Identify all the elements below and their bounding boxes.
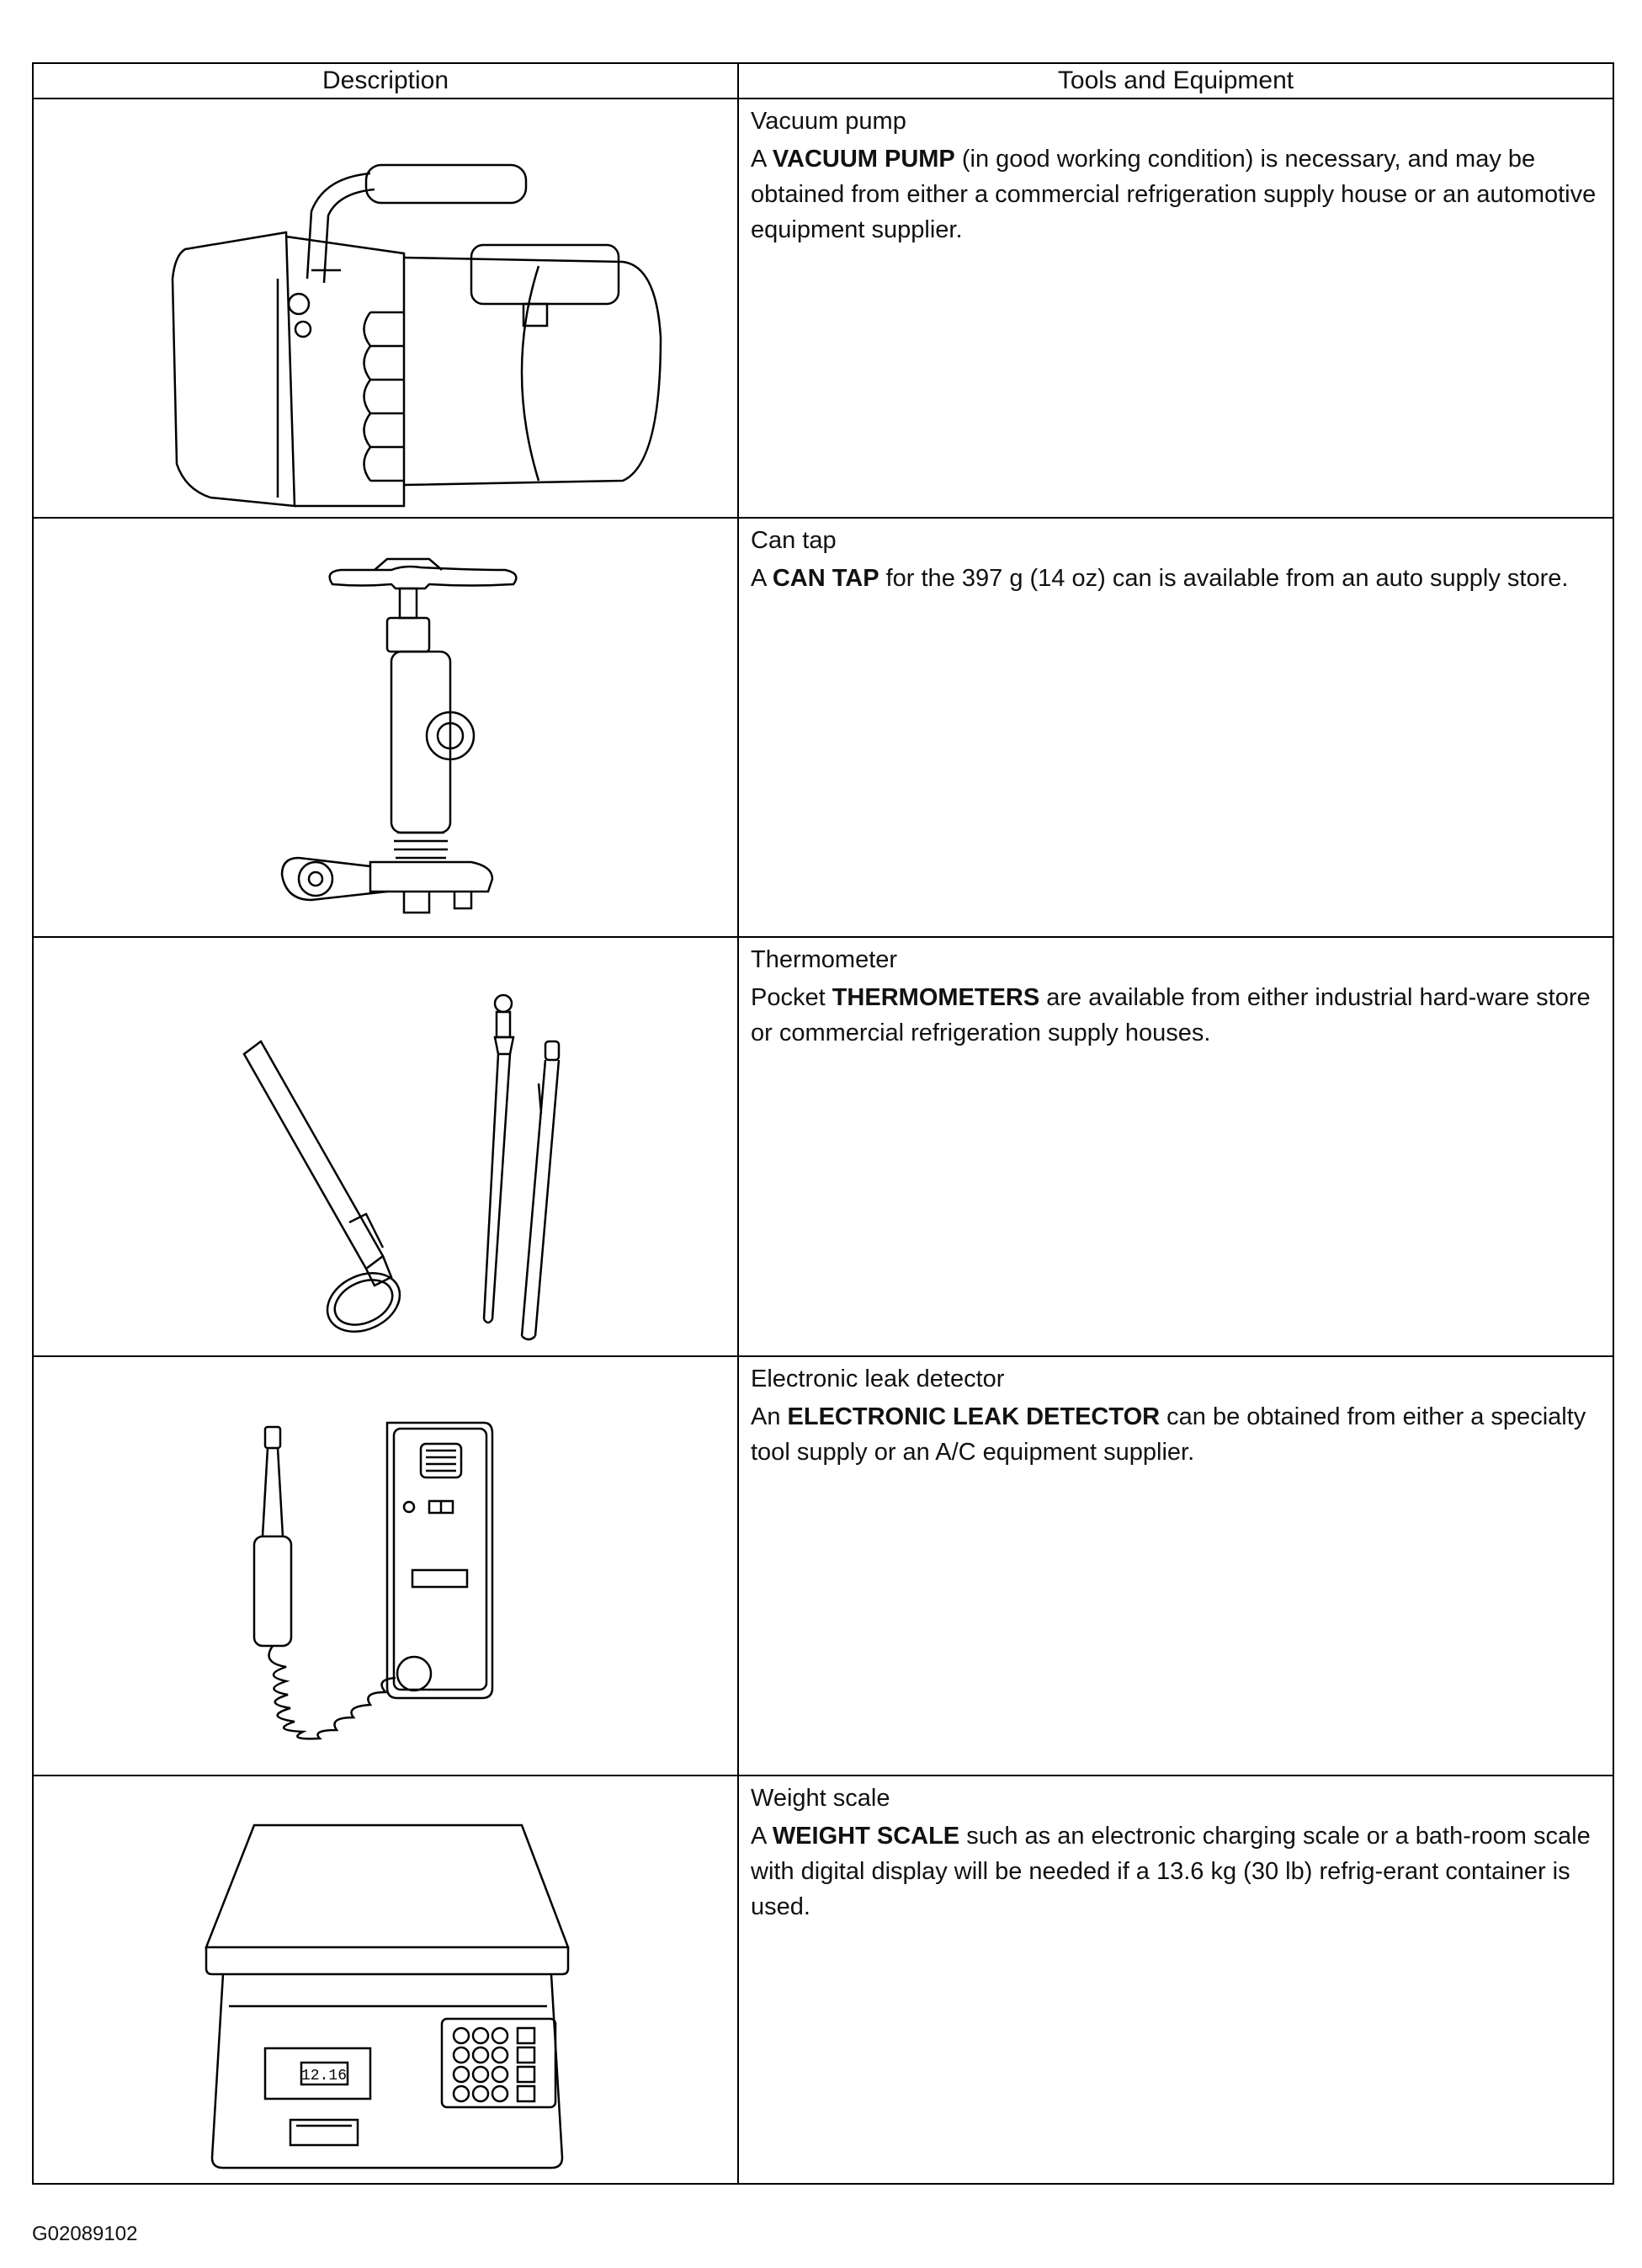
- table-header-row: [33, 63, 1613, 98]
- weight-scale-illustration: [34, 1776, 737, 2183]
- tool-description: [751, 1818, 1602, 1925]
- tool-name: Can tap: [751, 527, 837, 554]
- description-text: for the 397 g (14 oz) can is available from an auto supply store.: [879, 565, 1569, 592]
- tool-name: Electronic leak detector: [751, 1366, 1005, 1392]
- description-text: A: [751, 1823, 773, 1850]
- illustration-cell: [33, 1356, 738, 1776]
- description-cell: [738, 98, 1613, 518]
- can-tap-illustration: [34, 519, 737, 936]
- description-cell: [738, 518, 1613, 937]
- vacuum-pump-illustration: [34, 99, 737, 517]
- table-row: [33, 1356, 1613, 1776]
- tool-name: Vacuum pump: [751, 108, 906, 135]
- description-cell: [738, 1776, 1613, 2184]
- description-text: such as an electronic charging scale or a bath-room scale with digital display will be needed if a 13.6 kg (30 lb) refrig-erant container is used.: [751, 1823, 1591, 1920]
- tool-description: [751, 980, 1602, 1051]
- tool-name-bold: CAN TAP: [772, 565, 879, 592]
- illustration-cell: [33, 937, 738, 1356]
- table-row: [33, 98, 1613, 518]
- display-reading: 12.16: [300, 2068, 348, 2084]
- tool-description: [751, 141, 1602, 248]
- tool-name-bold: THERMOMETERS: [832, 984, 1040, 1011]
- description-cell: [738, 1356, 1613, 1776]
- tool-description: [751, 561, 1602, 596]
- description-text: are available from either industrial hard-ware store or commercial refrigeration supply houses.: [751, 984, 1591, 1046]
- header-description: Description: [33, 63, 738, 98]
- illustration-cell: [33, 98, 738, 518]
- thermometer-illustration: [34, 938, 737, 1355]
- table-row: [33, 937, 1613, 1356]
- description-cell: [738, 937, 1613, 1356]
- header-tools-equipment: Tools and Equipment: [738, 63, 1613, 98]
- tool-description: [751, 1399, 1602, 1470]
- description-text: can be obtained from either a specialty tool supply or an A/C equipment supplier.: [751, 1403, 1586, 1466]
- table-row: [33, 1776, 1613, 2184]
- tool-name: Thermometer: [751, 946, 898, 973]
- tools-table: [32, 62, 1614, 2185]
- tool-name-bold: VACUUM PUMP: [772, 146, 955, 173]
- illustration-cell: [33, 1776, 738, 2184]
- tool-name-bold: WEIGHT SCALE: [772, 1823, 960, 1850]
- leak-detector-illustration: [34, 1357, 737, 1775]
- description-text: An: [751, 1403, 788, 1430]
- tool-name: Weight scale: [751, 1785, 890, 1812]
- illustration-cell: [33, 518, 738, 937]
- figure-id: G02089102: [32, 2223, 138, 2245]
- description-text: A: [751, 565, 773, 592]
- table-row: [33, 518, 1613, 937]
- description-text: Pocket: [751, 984, 832, 1011]
- description-text: A: [751, 146, 773, 173]
- tool-name-bold: ELECTRONIC LEAK DETECTOR: [787, 1403, 1161, 1430]
- description-text: (in good working condition) is necessary, and may be obtained from either a commercial refrigeration supply house or an automotive equipment supplier.: [751, 146, 1597, 243]
